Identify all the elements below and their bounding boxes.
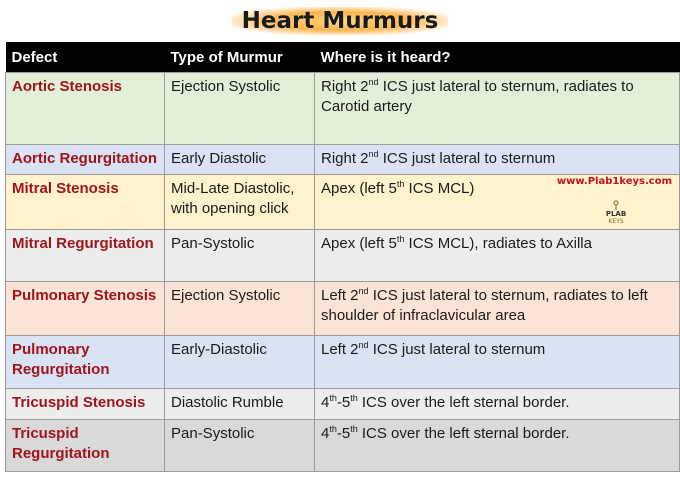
table-row — [6, 336, 680, 389]
table-row — [6, 282, 680, 336]
header-where: Where is it heard? — [315, 42, 680, 73]
murmur-table — [5, 42, 680, 472]
where-cell: Right 2nd ICS just lateral to sternum, radiates to Carotid artery — [315, 73, 680, 145]
defect-cell: Tricuspid Stenosis — [6, 389, 165, 420]
header-defect: Defect — [6, 42, 165, 73]
type-cell: Pan-Systolic — [165, 420, 315, 472]
table-row — [6, 230, 680, 282]
defect-cell: Aortic Stenosis — [6, 73, 165, 145]
key-icon — [611, 200, 621, 210]
where-cell: Left 2nd ICS just lateral to sternum, radiates to left shoulder of infraclavicular area — [315, 282, 680, 336]
defect-cell: Pulmonary Stenosis — [6, 282, 165, 336]
defect-cell: Mitral Regurgitation — [6, 230, 165, 282]
where-cell: Right 2nd ICS just lateral to sternum — [315, 145, 680, 175]
logo-line2: KEYS — [608, 218, 624, 225]
defect-cell: Aortic Regurgitation — [6, 145, 165, 175]
type-cell: Pan-Systolic — [165, 230, 315, 282]
where-cell: Apex (left 5th ICS MCL), radiates to Axilla — [315, 230, 680, 282]
type-cell: Ejection Systolic — [165, 73, 315, 145]
type-cell: Early-Diastolic — [165, 336, 315, 389]
where-cell: Left 2nd ICS just lateral to sternum — [315, 336, 680, 389]
header-type: Type of Murmur — [165, 42, 315, 73]
logo-line1: PLAB — [605, 210, 627, 218]
table-row — [6, 420, 680, 472]
where-cell: Apex (left 5th ICS MCL) — [315, 175, 680, 230]
table-row — [6, 73, 680, 145]
where-cell: 4th-5th ICS over the left sternal border. — [315, 420, 680, 472]
watermark-url: www.Plab1keys.com — [556, 176, 672, 187]
type-cell: Early Diastolic — [165, 145, 315, 175]
page-title: Heart Murmurs — [232, 7, 449, 35]
table-row — [6, 389, 680, 420]
type-cell: Ejection Systolic — [165, 282, 315, 336]
plab-keys-logo — [602, 200, 630, 234]
table-row — [6, 145, 680, 175]
defect-cell: Pulmonary Regurgitation — [6, 336, 165, 389]
defect-cell: Mitral Stenosis — [6, 175, 165, 230]
type-cell: Diastolic Rumble — [165, 389, 315, 420]
where-cell: 4th-5th ICS over the left sternal border. — [315, 389, 680, 420]
type-cell: Mid-Late Diastolic, with opening click — [165, 175, 315, 230]
defect-cell: Tricuspid Regurgitation — [6, 420, 165, 472]
table-header-row — [6, 42, 680, 73]
title-banner — [0, 0, 680, 42]
